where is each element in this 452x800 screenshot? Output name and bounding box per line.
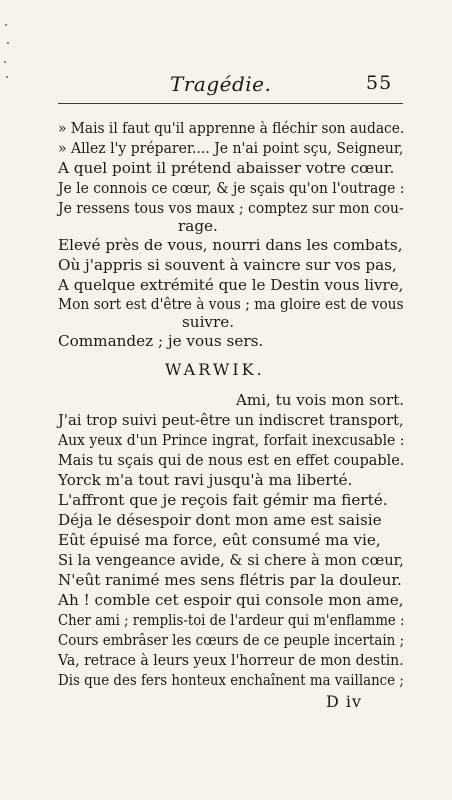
verse-line: Dis que des fers honteux enchaînent ma vaillance ; — [58, 671, 404, 689]
margin-speckles — [4, 20, 10, 80]
verse-line: N'eût ranimé mes sens flétris par la douleur. — [58, 571, 402, 589]
verse-line: Aux yeux d'un Prince ingrat, forfait inexcusable : — [58, 431, 405, 449]
verse-line-continuation: suivre. — [182, 313, 235, 331]
verse-line: Je le connois ce cœur, & je sçais qu'on l'outrage : — [58, 179, 405, 197]
signature-mark: D iv — [326, 692, 363, 711]
verse-line: J'ai trop suivi peut-être un indiscret transport, — [58, 411, 404, 429]
verse-line: Ah ! comble cet espoir qui console mon ame, — [58, 591, 404, 609]
verse-line: Mon sort est d'être à vous ; ma gloire est de vous — [58, 295, 404, 313]
verse-line: Je ressens tous vos maux ; comptez sur mon cou- — [58, 199, 404, 217]
verse-line: Mais tu sçais qui de nous est en effet coupable. — [58, 451, 405, 469]
running-title: Tragédie. — [170, 72, 272, 96]
verse-line: Cher ami ; remplis-toi de l'ardeur qui m'enflamme : — [58, 611, 405, 629]
verse-line: Si la vengeance avide, & si chere à mon cœur, — [58, 551, 404, 569]
verse-line: A quelque extrémité que le Destin vous livre, — [58, 276, 404, 294]
verse-line: Cours embrâser les cœurs de ce peuple incertain ; — [58, 631, 405, 649]
page-number: 55 — [366, 72, 393, 94]
verse-line: Commandez ; je vous sers. — [58, 332, 264, 350]
verse-line: » Allez l'y préparer.... Je n'ai point sçu, Seigneur, — [58, 139, 404, 157]
verse-line: » Mais il faut qu'il apprenne à fléchir son audace. — [58, 119, 405, 137]
header-rule — [58, 103, 403, 104]
verse-line: A quel point il prétend abaisser votre cœur. — [58, 159, 395, 177]
verse-line: Elevé près de vous, nourri dans les combats, — [58, 236, 403, 254]
verse-line: Où j'appris si souvent à vaincre sur vos pas, — [58, 256, 397, 274]
speaker-name: WARWIK. — [165, 360, 265, 379]
verse-line-continuation: rage. — [178, 217, 218, 235]
verse-line-indented: Ami, tu vois mon sort. — [236, 391, 405, 409]
verse-line: L'affront que je reçois fait gémir ma fierté. — [58, 491, 388, 509]
verse-line: Va, retrace à leurs yeux l'horreur de mon destin. — [58, 651, 404, 669]
verse-line: Eût épuisé ma force, eût consumé ma vie, — [58, 531, 381, 549]
verse-line: Déja le désespoir dont mon ame est saisie — [58, 511, 382, 529]
verse-line: Yorck m'a tout ravi jusqu'à ma liberté. — [58, 471, 353, 489]
